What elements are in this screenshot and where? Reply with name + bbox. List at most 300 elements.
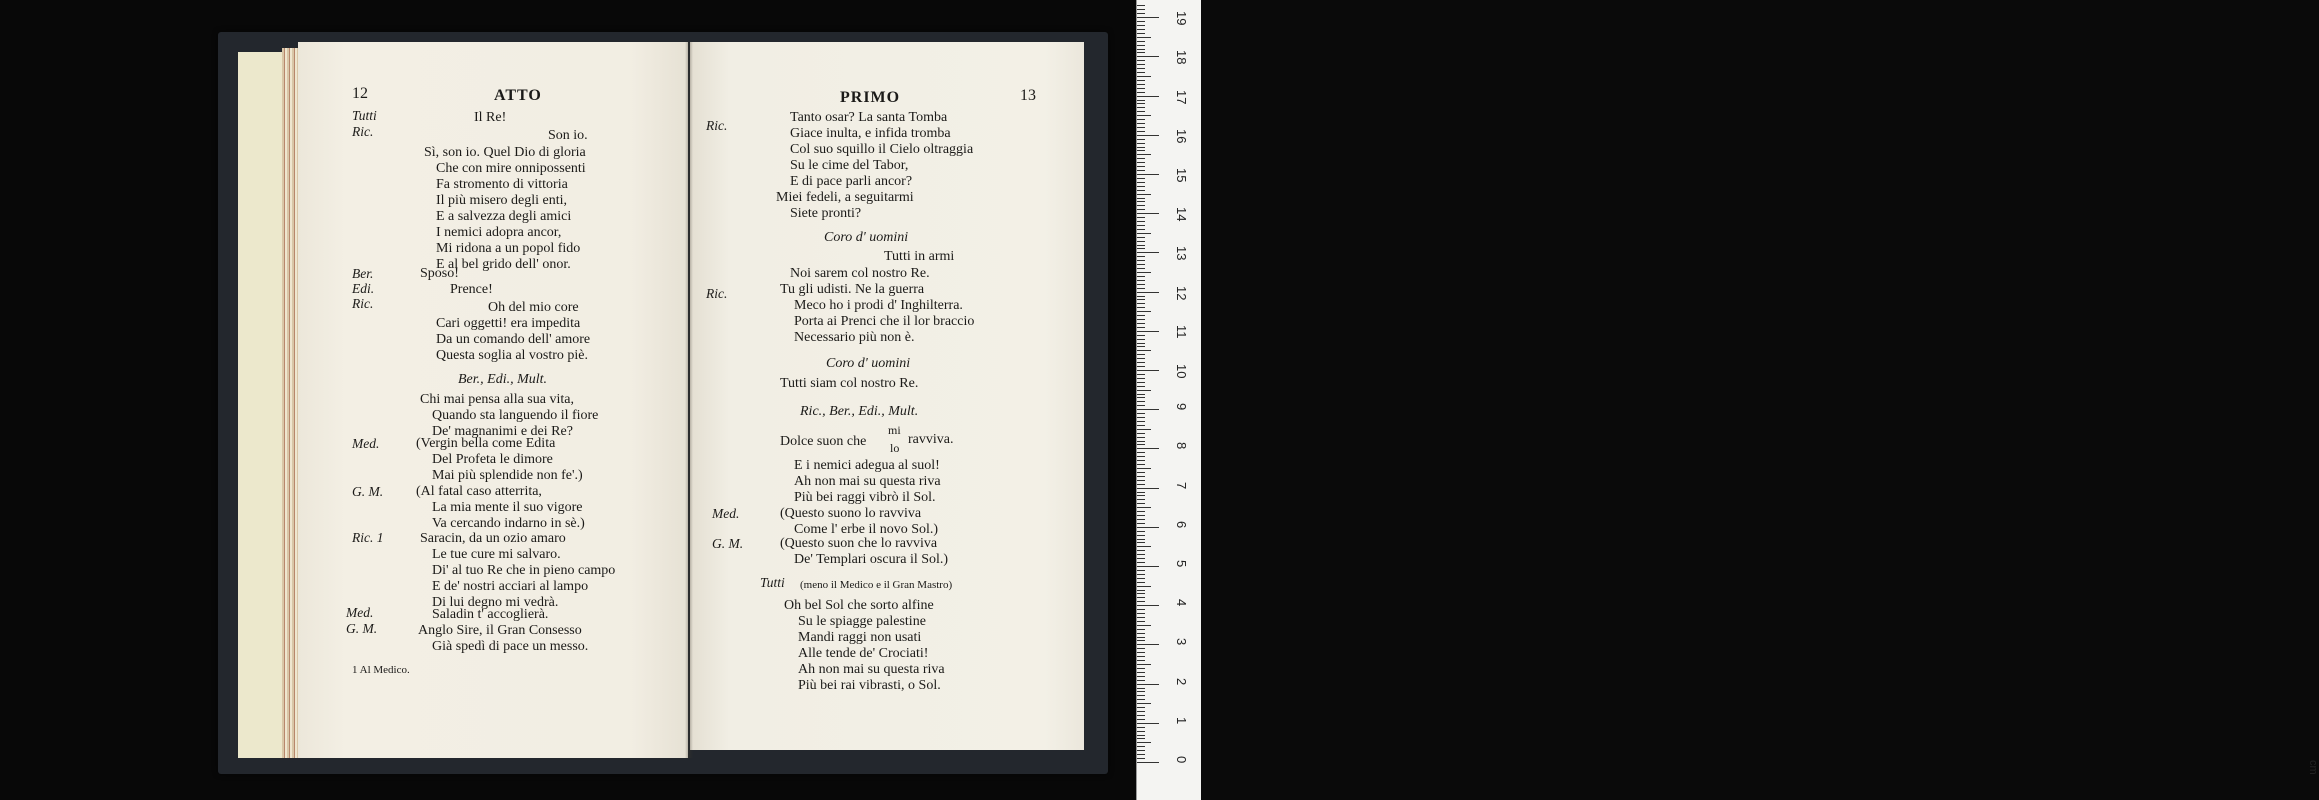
ruler-tick [1137,382,1145,383]
ruler-tick [1137,84,1145,85]
ruler-tick [1137,135,1159,136]
ruler-tick [1137,92,1145,93]
ruler-tick [1137,621,1145,622]
ruler-label: 19 [1174,11,1189,26]
verse-line: Mai più splendide non fe'.) [432,468,583,483]
speaker: Tutti [352,108,377,123]
ruler-tick [1137,762,1159,763]
ruler-tick [1137,343,1145,344]
ruler-tick [1137,488,1159,489]
ruler-tick [1137,601,1145,602]
verse-line: E de' nostri acciari al lampo [432,579,589,594]
ruler-tick [1137,464,1145,465]
ruler-tick [1137,699,1145,700]
ruler-label: 14 [1174,207,1189,222]
verse-line: Ah non mai su questa riva [798,662,945,677]
ruler-tick [1137,590,1145,591]
speaker: G. M. [352,484,384,499]
ruler-tick [1137,264,1145,265]
ruler-tick [1137,229,1145,230]
ruler-tick [1137,676,1145,677]
verse-line: E al bel grido dell' onor. [436,257,571,272]
ruler-tick [1137,715,1145,716]
ruler-tick [1137,750,1145,751]
ruler-tick [1137,468,1151,469]
ruler-tick [1137,448,1159,449]
ruler-tick [1137,41,1145,42]
ruler-tick [1137,150,1145,151]
ruler-tick [1137,362,1145,363]
verse-line: Sposo! [420,266,459,281]
ruler-tick [1137,386,1145,387]
ruler-tick [1137,688,1145,689]
page-number: 13 [1020,87,1036,104]
ruler-tick [1137,731,1145,732]
ruler-tick [1137,123,1145,124]
ruler-tick [1137,617,1145,618]
ruler-tick [1137,354,1145,355]
ruler-tick [1137,542,1145,543]
ruler-tick [1137,17,1159,18]
ruler-tick [1137,272,1151,273]
ruler-tick [1137,80,1145,81]
ruler-tick [1137,640,1145,641]
ruler-tick [1137,472,1145,473]
verse-line: Di' al tuo Re che in pieno campo [432,563,616,578]
ruler-tick [1137,284,1145,285]
ruler-tick [1137,703,1151,704]
verse-line: Chi mai pensa alla sua vita, [420,392,574,407]
ruler-tick [1137,190,1145,191]
ruler-tick [1137,746,1145,747]
verse-line: Va cercando indarno in sè.) [432,516,585,531]
ruler-tick [1137,480,1145,481]
ruler-tick [1137,170,1145,171]
ruler-tick [1137,209,1145,210]
ruler-tick [1137,268,1145,269]
verse-line: Come l' erbe il novo Sol.) [794,522,939,537]
ruler-tick [1137,511,1145,512]
ruler-tick [1137,531,1145,532]
ruler-tick [1137,127,1145,128]
ruler-tick [1137,476,1145,477]
verse-line: Già spedì di pace un messo. [432,639,589,654]
ruler-tick [1137,13,1145,14]
ruler-tick [1137,143,1145,144]
verse-line: Il Re! [474,110,507,125]
ruler-tick [1137,56,1159,57]
verse-line: Col suo squillo il Cielo oltraggia [790,142,974,157]
verse-line: ravviva. [908,432,954,447]
ruler-tick [1137,648,1145,649]
ruler-tick [1137,327,1145,328]
ruler-label: 4 [1174,599,1189,607]
verse-line: Miei fedeli, a seguitarmi [776,190,914,205]
ruler-tick [1137,566,1159,567]
ruler-label: 1 [1174,716,1189,725]
ruler-tick [1137,374,1145,375]
verse-line: De' Templari oscura il Sol.) [794,552,949,567]
speaker: G. M. [712,536,744,551]
ruler-tick [1137,358,1145,359]
verse-line: La mia mente il suo vigore [432,500,583,515]
verse-line: Saladin t' accoglierà. [432,607,549,622]
verse-line: Sì, son io. Quel Dio di gloria [424,145,586,160]
ruler-tick [1137,88,1145,89]
ruler-tick [1137,633,1145,634]
ruler-tick [1137,452,1145,453]
ruler-tick [1137,550,1145,551]
ruler-tick [1137,570,1145,571]
ruler-tick [1137,652,1145,653]
ruler-tick [1137,25,1145,26]
ruler-tick [1137,154,1151,155]
ruler-tick [1137,519,1145,520]
ruler-tick [1137,656,1145,657]
ruler-tick [1137,182,1145,183]
ruler-tick [1137,201,1145,202]
ruler-tick [1137,311,1151,312]
ruler-tick [1137,546,1151,547]
ruler-tick [1137,680,1145,681]
ruler-tick [1137,723,1159,724]
ruler-label: 3 [1174,638,1189,646]
ruler-tick [1137,217,1145,218]
ruler-label: 6 [1174,520,1189,529]
ruler-tick [1137,558,1145,559]
verse-line: Fa stromento di vittoria [436,177,568,192]
ruler-tick [1137,554,1145,555]
stage-heading: Coro d' uomini [824,230,909,245]
ruler-tick [1137,719,1145,720]
ruler-tick [1137,754,1145,755]
verse-line: Su le spiagge palestine [798,614,926,629]
ruler-tick [1137,233,1151,234]
ruler-tick [1137,174,1159,175]
ruler-tick [1137,280,1145,281]
ruler-tick [1137,539,1145,540]
ruler-tick [1137,401,1145,402]
ruler-label: 13 [1174,246,1189,261]
page-number: 12 [352,85,368,102]
ruler-tick [1137,507,1151,508]
ruler-tick [1137,593,1145,594]
ruler-tick [1137,299,1145,300]
ruler-label: 8 [1174,442,1189,450]
ruler-tick [1137,437,1145,438]
ruler-tick [1137,166,1145,167]
ruler-tick [1137,198,1145,199]
verse-line: Tutti siam col nostro Re. [780,376,919,391]
ruler-tick [1137,397,1145,398]
ruler-tick [1137,76,1151,77]
verse-line: I nemici adopra ancor, [436,225,562,240]
ruler-tick [1137,303,1145,304]
verse-line: Giace inulta, e infida tromba [790,126,951,141]
ruler-tick [1137,45,1145,46]
ruler-tick [1137,629,1145,630]
ruler-tick [1137,456,1145,457]
ruler-tick [1137,409,1159,410]
ruler-tick [1137,758,1145,759]
ruler-tick [1137,378,1145,379]
verse-line: E a salvezza degli amici [436,209,572,224]
ruler-tick [1137,339,1145,340]
subscript-variant: lo [890,441,900,455]
ruler-tick [1137,578,1145,579]
verse-line: (Al fatal caso atterrita, [416,484,542,499]
verse-line: Meco ho i prodi d' Inghilterra. [794,298,963,313]
ruler-tick [1137,691,1145,692]
ruler-tick [1137,33,1145,34]
verse-line: Anglo Sire, il Gran Consesso [418,623,582,638]
verse-line: Porta ai Prenci che il lor braccio [794,314,975,329]
ruler-tick [1137,727,1145,728]
verse-line: Quando sta languendo il fiore [432,408,599,423]
speaker: Ric. [352,296,374,311]
ruler-tick [1137,664,1151,665]
ruler-tick [1137,205,1145,206]
ruler-tick [1137,707,1145,708]
book-gutter [685,42,693,758]
ruler-tick [1137,417,1145,418]
ruler-tick [1137,582,1145,583]
verse-line: Tu gli udisti. Ne la guerra [780,282,925,297]
ruler-tick [1137,460,1145,461]
ruler-tick [1137,405,1145,406]
ruler-tick [1137,96,1159,97]
verse-line: E di pace parli ancor? [790,174,913,189]
ruler-label: 18 [1174,50,1189,65]
ruler-tick [1137,644,1159,645]
ruler-tick [1137,429,1151,430]
ruler-tick [1137,52,1145,53]
verse-line: Prence! [450,282,493,297]
ruler-tick [1137,609,1145,610]
ruler-tick [1137,64,1145,65]
ruler-tick [1137,319,1145,320]
ruler-unit: cm [2307,760,2319,775]
verse-line: (Vergin bella come Edita [416,436,556,451]
ruler-tick [1137,390,1151,391]
ruler-tick [1137,296,1145,297]
verse-line: Cari oggetti! era impedita [436,316,581,331]
ruler-label: 5 [1174,560,1189,568]
ruler-tick [1137,139,1145,140]
verse-line: (Questo suon che lo ravviva [780,536,938,551]
ruler-label: 9 [1174,403,1189,411]
ruler-tick [1137,637,1145,638]
ruler-tick [1137,527,1159,528]
ruler-tick [1137,260,1145,261]
ruler-tick [1137,660,1145,661]
ruler-tick [1137,248,1145,249]
stage-heading: Coro d' uomini [826,356,911,371]
ruler-tick [1137,421,1145,422]
ruler-label: 11 [1174,324,1189,339]
ruler-tick [1137,331,1159,332]
ruler-label: 10 [1174,364,1189,379]
ruler-tick [1137,605,1159,606]
ruler-tick [1137,484,1145,485]
speaker: Ric. 1 [352,530,384,545]
ruler-tick [1137,735,1145,736]
ruler-tick [1137,288,1145,289]
ruler-tick [1137,213,1159,214]
speaker: Ber. [352,266,374,281]
ruler-tick [1137,586,1151,587]
verse-line: Alle tende de' Crociati! [798,646,929,661]
ruler-tick [1137,499,1145,500]
ruler-tick [1137,115,1151,116]
ruler-tick [1137,131,1145,132]
ruler-tick [1137,292,1159,293]
ruler-tick [1137,72,1145,73]
verse-line: Ah non mai su questa riva [794,474,941,489]
speaker: Ric. [352,124,374,139]
footnote: 1 Al Medico. [352,664,410,676]
ruler-tick [1137,711,1145,712]
ruler-tick [1137,276,1145,277]
verse-line: Tutti in armi [884,249,955,264]
verse-line: Più bei rai vibrasti, o Sol. [798,678,941,693]
speaker: Edi. [352,281,375,296]
verse-line: Il più misero degli enti, [436,193,568,208]
ruler-tick [1137,574,1145,575]
verse-line: Saracin, da un ozio amaro [420,531,566,546]
ruler-tick [1137,672,1145,673]
ruler-label: 2 [1174,677,1189,685]
ruler-tick [1137,107,1145,108]
running-head: PRIMO [840,89,901,106]
ruler-tick [1137,668,1145,669]
verse-line: Del Profeta le dimore [432,452,553,467]
ruler-tick [1137,9,1145,10]
ruler-tick [1137,394,1145,395]
speaker: Ric. [706,286,728,301]
measuring-ruler [1136,0,2319,800]
ruler-tick [1137,68,1145,69]
ruler-tick [1137,237,1145,238]
ruler-tick [1137,515,1145,516]
verse-line: Siete pronti? [790,206,862,221]
verse-line: Che con mire onnipossenti [436,161,586,176]
verse-line: Noi sarem col nostro Re. [790,266,930,281]
verse-line: De' magnanimi e dei Re? [432,424,573,439]
ruler-tick [1137,535,1145,536]
verse-line: (Questo suono lo ravviva [780,506,922,521]
speaker: G. M. [346,621,378,636]
verse-line: Le tue cure mi salvaro. [432,547,561,562]
ruler-tick [1137,49,1145,50]
ruler-tick [1137,252,1159,253]
ruler-tick [1137,413,1145,414]
ruler-tick [1137,158,1145,159]
ruler-tick [1137,425,1145,426]
ruler-tick [1137,495,1145,496]
verse-line: Da un comando dell' amore [436,332,591,347]
verse-line: Dolce suon che [780,434,867,449]
ruler-tick [1137,119,1145,120]
stage-direction: (meno il Medico e il Gran Mastro) [800,579,953,591]
ruler-tick [1137,433,1145,434]
ruler-tick [1137,370,1159,371]
verse-line: Di lui degno mi vedrà. [432,595,559,610]
speaker: Ric. [706,118,728,133]
speaker: Tutti [760,575,785,590]
ruler-label: 16 [1174,128,1189,144]
ruler-tick [1137,562,1145,563]
verse-line: Su le cime del Tabor, [790,158,909,173]
ruler-tick [1137,221,1145,222]
ruler-label: 7 [1174,481,1189,489]
ruler-tick [1137,444,1145,445]
ruler-tick [1137,245,1145,246]
ruler-tick [1137,37,1151,38]
ruler-tick [1137,350,1151,351]
ruler-tick [1137,194,1151,195]
ruler-tick [1137,346,1145,347]
verse-line: Più bei raggi vibrò il Sol. [794,490,936,505]
speaker: Med. [712,506,740,521]
superscript-variant: mi [888,423,901,437]
verse-line: Tanto osar? La santa Tomba [790,110,948,125]
ruler-tick [1137,366,1145,367]
ruler-tick [1137,225,1145,226]
ruler-tick [1137,695,1145,696]
ruler-label: 17 [1174,89,1189,105]
ruler-tick [1137,613,1145,614]
ruler-tick [1137,100,1145,101]
ruler-label: 15 [1174,168,1189,183]
stage-heading: Ric., Ber., Edi., Mult. [800,404,919,419]
speaker: Med. [352,436,380,451]
verse-line: Mi ridona a un popol fido [436,241,581,256]
ruler-tick [1137,186,1145,187]
ruler-tick [1137,147,1145,148]
ruler-tick [1137,523,1145,524]
ruler-label: 12 [1174,285,1189,301]
ruler-label: 0 [1174,756,1189,764]
ruler-tick [1137,503,1145,504]
ruler-tick [1137,315,1145,316]
ruler-tick [1137,5,1145,6]
stage-heading: Ber., Edi., Mult. [458,372,548,387]
verse-line: Son io. [548,128,588,143]
ruler-tick [1137,684,1159,685]
ruler-tick [1137,625,1151,626]
ruler-tick [1137,742,1151,743]
verse-line: Oh bel Sol che sorto alfine [784,598,934,613]
verse-line: Mandi raggi non usati [798,630,922,645]
verse-line: Questa soglia al vostro piè. [436,348,589,363]
verse-line: Oh del mio core [488,300,579,315]
ruler-tick [1137,597,1145,598]
ruler-tick [1137,162,1145,163]
ruler-tick [1137,103,1145,104]
ruler-tick [1137,60,1145,61]
ruler-tick [1137,256,1145,257]
verse-line: Necessario più non è. [794,330,915,345]
ruler-tick [1137,178,1145,179]
ruler-tick [1137,441,1145,442]
ruler-tick [1137,241,1145,242]
ruler-tick [1137,307,1145,308]
ruler-tick [1137,335,1145,336]
ruler-tick [1137,492,1145,493]
ruler-tick [1137,21,1145,22]
ruler-tick [1137,323,1145,324]
